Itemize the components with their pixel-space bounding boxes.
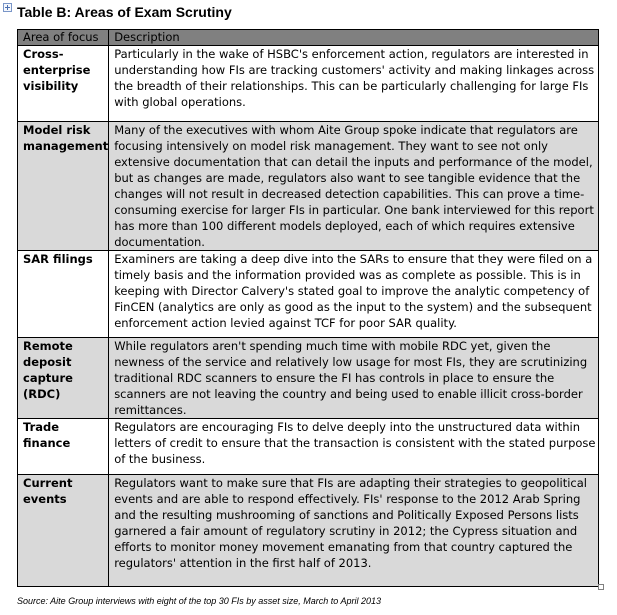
table-header-row — [18, 30, 599, 46]
table-row — [18, 338, 599, 419]
table-row — [18, 251, 599, 338]
table-row — [18, 46, 599, 122]
row-description-cell: Particularly in the wake of HSBC's enforcement action, regulators are interested in understanding how FIs are tracking customers' activity and making linkages across the breadth of their relationships. This can be particularly challenging for large FIs with global operations. — [109, 46, 599, 122]
row-description-cell: Regulators are encouraging FIs to delve deeply into the unstructured data within letters of credit to ensure that the transaction is consistent with the stated purpose of the business. — [109, 419, 599, 475]
table-resize-handle[interactable] — [598, 584, 604, 590]
source-note: Source: Aite Group interviews with eight of the top 30 FIs by asset size, March to April 2013 — [17, 596, 382, 606]
areas-of-scrutiny-table — [17, 29, 599, 587]
table-row — [18, 122, 599, 251]
table-move-handle[interactable] — [3, 3, 12, 12]
table-title: Table B: Areas of Exam Scrutiny — [17, 4, 232, 20]
header-area-of-focus: Area of focus — [18, 30, 109, 46]
header-description: Description — [109, 30, 599, 46]
row-focus-cell: Cross-enterprise visibility — [18, 46, 109, 122]
row-focus-cell: Current events — [18, 475, 109, 587]
row-description-cell: Regulators want to make sure that FIs are adapting their strategies to geopolitical events and are able to respond effectively. FIs' response to the 2012 Arab Spring and the resulting mushrooming of sanctions and Politically Exposed Persons lists garnered a fair amount of regulatory scrutiny in 2012; the Cypress situation and efforts to monitor money movement emanating from that country captured the regulators' attention in the first half of 2013. — [109, 475, 599, 587]
row-description-cell: Examiners are taking a deep dive into the SARs to ensure that they were filed on a timely basis and the information provided was as complete as possible. This is in keeping with Director Calvery's stated goal to improve the analytic competency of FinCEN (analytics are only as good as the input to the system) and the subsequent enforcement action levied against TCF for poor SAR quality. — [109, 251, 599, 338]
row-focus-cell: Remote deposit capture (RDC) — [18, 338, 109, 419]
table-row — [18, 419, 599, 475]
row-focus-cell: SAR filings — [18, 251, 109, 338]
row-description-cell: While regulators aren't spending much time with mobile RDC yet, given the newness of the service and relatively low usage for most FIs, they are scrutinizing traditional RDC scanners to ensure the FI has controls in place to ensure the scanners are not leaving the country and being used to enable illicit cross-border remittances. — [109, 338, 599, 419]
table-row — [18, 475, 599, 587]
row-description-cell: Many of the executives with whom Aite Group spoke indicate that regulators are focusing intensively on model risk management. They want to see not only extensive documentation that can detail the inputs and performance of the model, but as changes are made, regulators also want to see tangible evidence that the changes will not result in decreased detection capabilities. This can prove a time-consuming exercise for larger FIs in particular. One bank interviewed for this report has more than 100 different models deployed, each of which requires extensive documentation. — [109, 122, 599, 251]
row-focus-cell: Trade finance — [18, 419, 109, 475]
row-focus-cell: Model risk management — [18, 122, 109, 251]
